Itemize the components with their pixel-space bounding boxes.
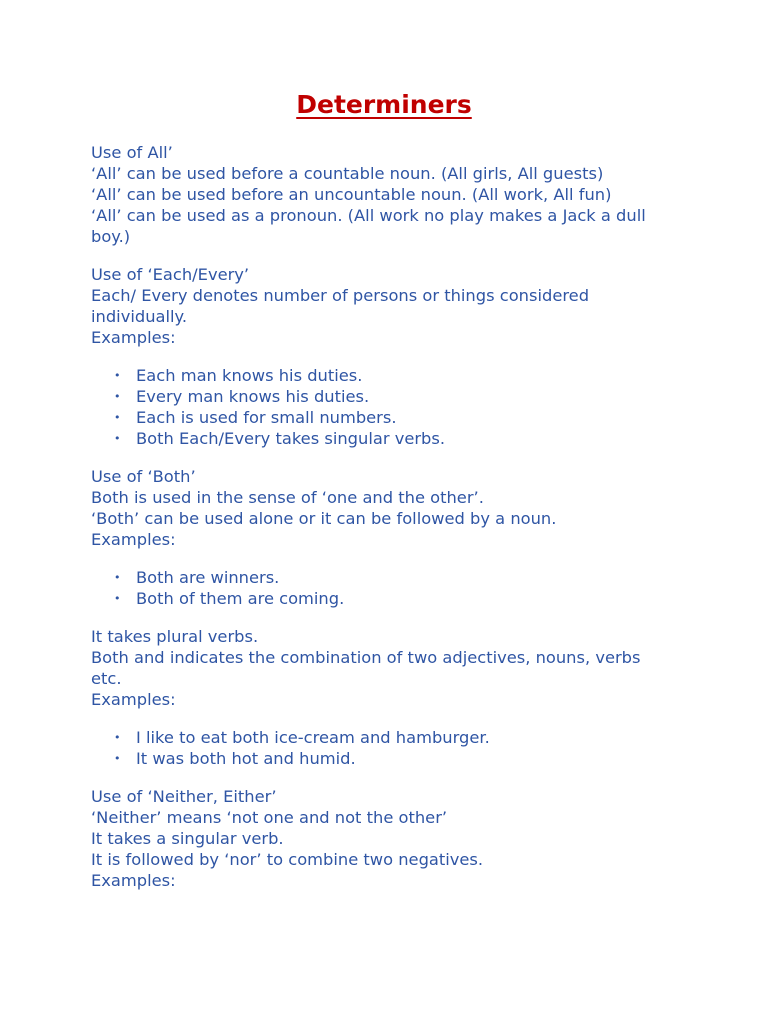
paragraph-line: Both is used in the sense of ‘one and the other’. [91, 488, 484, 507]
paragraph-line: Each/ Every denotes number of persons or things considered individually. [91, 286, 590, 326]
both-and-examples-list [91, 727, 671, 769]
list-item: • Both Each/Every takes singular verbs. [136, 428, 671, 449]
list-item: • Every man knows his duties. [136, 386, 671, 407]
examples-label: Examples: [91, 530, 176, 549]
list-item: • Each is used for small numbers. [136, 407, 671, 428]
paragraph-line: ‘All’ can be used as a pronoun. (All work no play makes a Jack a dull boy.) [91, 206, 646, 246]
examples-label: Examples: [91, 328, 176, 347]
section-heading: Use of All’ [91, 143, 173, 162]
section-both [91, 466, 671, 550]
section-each-every [91, 264, 671, 348]
paragraph-line: ‘All’ can be used before a countable noun. (All girls, All guests) [91, 164, 604, 183]
section-all [91, 142, 671, 247]
paragraph-line: Both and indicates the combination of two adjectives, nouns, verbs etc. [91, 648, 641, 688]
page-title: Determiners [296, 90, 472, 119]
paragraph-line: ‘All’ can be used before an uncountable noun. (All work, All fun) [91, 185, 612, 204]
document-body [91, 142, 671, 908]
list-item: • Each man knows his duties. [136, 365, 671, 386]
paragraph-line: It is followed by ‘nor’ to combine two negatives. [91, 850, 484, 869]
section-heading: Use of ‘Both’ [91, 467, 196, 486]
examples-label: Examples: [91, 690, 176, 709]
section-both-and [91, 626, 671, 710]
paragraph-line: It takes a singular verb. [91, 829, 284, 848]
list-item: • Both of them are coming. [136, 588, 671, 609]
section-neither-either [91, 786, 671, 891]
list-item: • I like to eat both ice-cream and hamburger. [136, 727, 671, 748]
both-examples-list [91, 567, 671, 609]
list-item: • Both are winners. [136, 567, 671, 588]
examples-label: Examples: [91, 871, 176, 890]
section-heading: Use of ‘Each/Every’ [91, 265, 250, 284]
list-item: • It was both hot and humid. [136, 748, 671, 769]
each-every-examples-list [91, 365, 671, 449]
paragraph-line: ‘Neither’ means ‘not one and not the other’ [91, 808, 448, 827]
paragraph-line: It takes plural verbs. [91, 627, 259, 646]
paragraph-line: ‘Both’ can be used alone or it can be followed by a noun. [91, 509, 557, 528]
section-heading: Use of ‘Neither, Either’ [91, 787, 277, 806]
